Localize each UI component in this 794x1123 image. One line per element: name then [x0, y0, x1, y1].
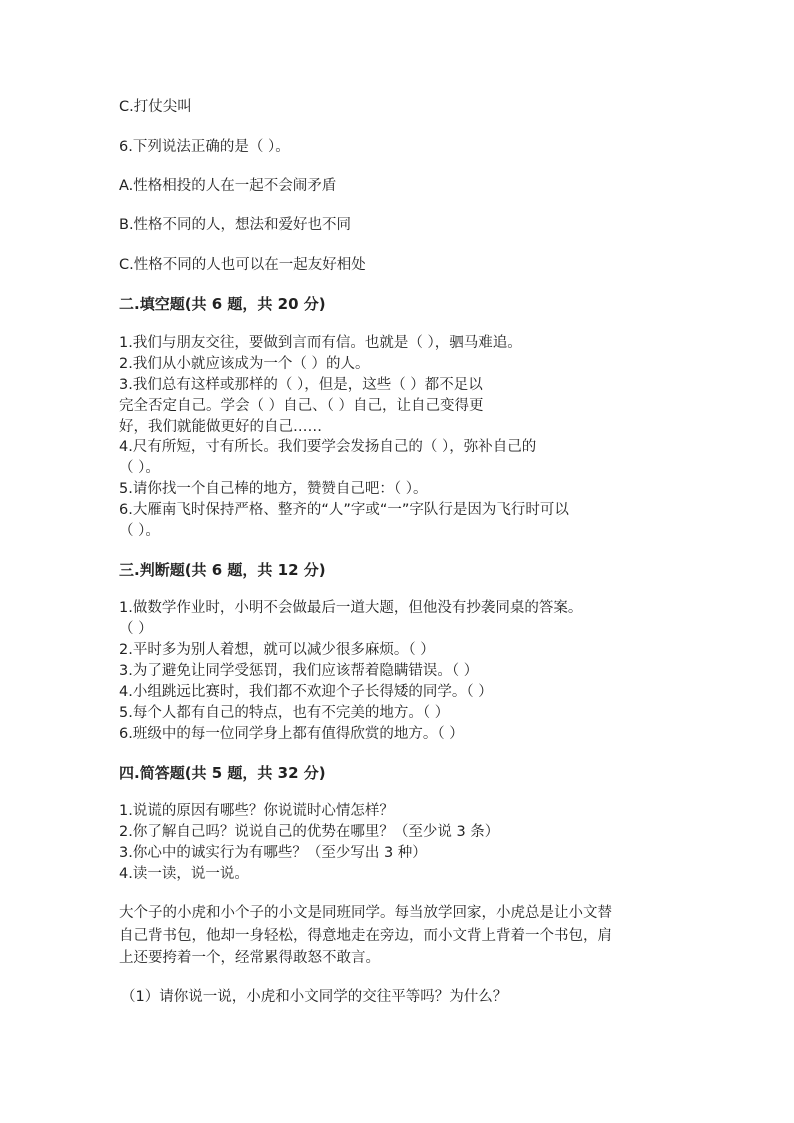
short-answer-line: 2.你了解自己吗？说说自己的优势在哪里？（至少说 3 条） — [119, 824, 500, 840]
fill-blank-line: 5.请你找一个自己棒的地方，赞赞自己吧：（ ）。 — [119, 481, 428, 497]
fill-blank-line: 完全否定自己。学会（ ）自己、（ ）自己，让自己变得更 — [119, 398, 484, 414]
q6-question: 6.下列说法正确的是（ ）。 — [119, 139, 290, 155]
short-answer-line: 4.读一读，说一说。 — [119, 866, 249, 882]
short-answer-heading: 四.简答题(共 5 题，共 32 分) — [119, 764, 326, 782]
q5-option-c: C.打仗尖叫 — [119, 99, 192, 115]
reading-passage-line: 自己背书包，他却一身轻松，得意地走在旁边，而小文背上背着一个书包，肩 — [119, 928, 612, 944]
fill-blank-line: 2.我们从小就应该成为一个（ ）的人。 — [119, 356, 370, 372]
fill-blank-line: （ ）。 — [119, 460, 160, 476]
sub-question: （1）请你说一说，小虎和小文同学的交往平等吗？为什么？ — [121, 989, 508, 1005]
q6-option-c: C.性格不同的人也可以在一起友好相处 — [119, 257, 366, 273]
true-false-heading: 三.判断题(共 6 题，共 12 分) — [119, 561, 326, 579]
short-answer-line: 1.说谎的原因有哪些？你说谎时心情怎样？ — [119, 803, 394, 819]
true-false-line: 4.小组跳远比赛时，我们都不欢迎个子长得矮的同学。（ ） — [119, 684, 493, 700]
reading-passage-line: 大个子的小虎和小个子的小文是同班同学。每当放学回家，小虎总是让小文替 — [119, 905, 612, 921]
true-false-line: 6.班级中的每一位同学身上都有值得欣赏的地方。（ ） — [119, 726, 464, 742]
fill-blank-line: 1.我们与朋友交往，要做到言而有信。也就是（ ），驷马难追。 — [119, 335, 522, 351]
fill-blank-line: （ ）。 — [119, 523, 160, 539]
true-false-line: 3.为了避免让同学受惩罚，我们应该帮着隐瞒错误。（ ） — [119, 663, 479, 679]
true-false-line: 5.每个人都有自己的特点，也有不完美的地方。（ ） — [119, 705, 450, 721]
fill-blank-line: 6.大雁南飞时保持严格、整齐的“人”字或“一”字队行是因为飞行时可以 — [119, 502, 569, 518]
fill-blank-line: 3.我们总有这样或那样的（ ），但是，这些（ ）都不足以 — [119, 377, 483, 393]
q6-option-b: B.性格不同的人，想法和爱好也不同 — [119, 217, 352, 233]
short-answer-line: 3.你心中的诚实行为有哪些？（至少写出 3 种） — [119, 845, 427, 861]
true-false-line: 2.平时多为别人着想，就可以减少很多麻烦。（ ） — [119, 642, 435, 658]
fill-blank-line: 4.尺有所短，寸有所长。我们要学会发扬自己的（ ），弥补自己的 — [119, 439, 537, 455]
fill-blank-heading: 二.填空题(共 6 题，共 20 分) — [119, 295, 326, 313]
q6-option-a: A.性格相投的人在一起不会闹矛盾 — [119, 178, 337, 194]
true-false-line: 1.做数学作业时，小明不会做最后一道大题，但他没有抄袭同桌的答案。 — [119, 600, 583, 616]
true-false-line: （ ） — [119, 621, 153, 637]
fill-blank-line: 好，我们就能做更好的自己…… — [119, 419, 322, 435]
reading-passage-line: 上还要挎着一个，经常累得敢怒不敢言。 — [119, 950, 380, 966]
